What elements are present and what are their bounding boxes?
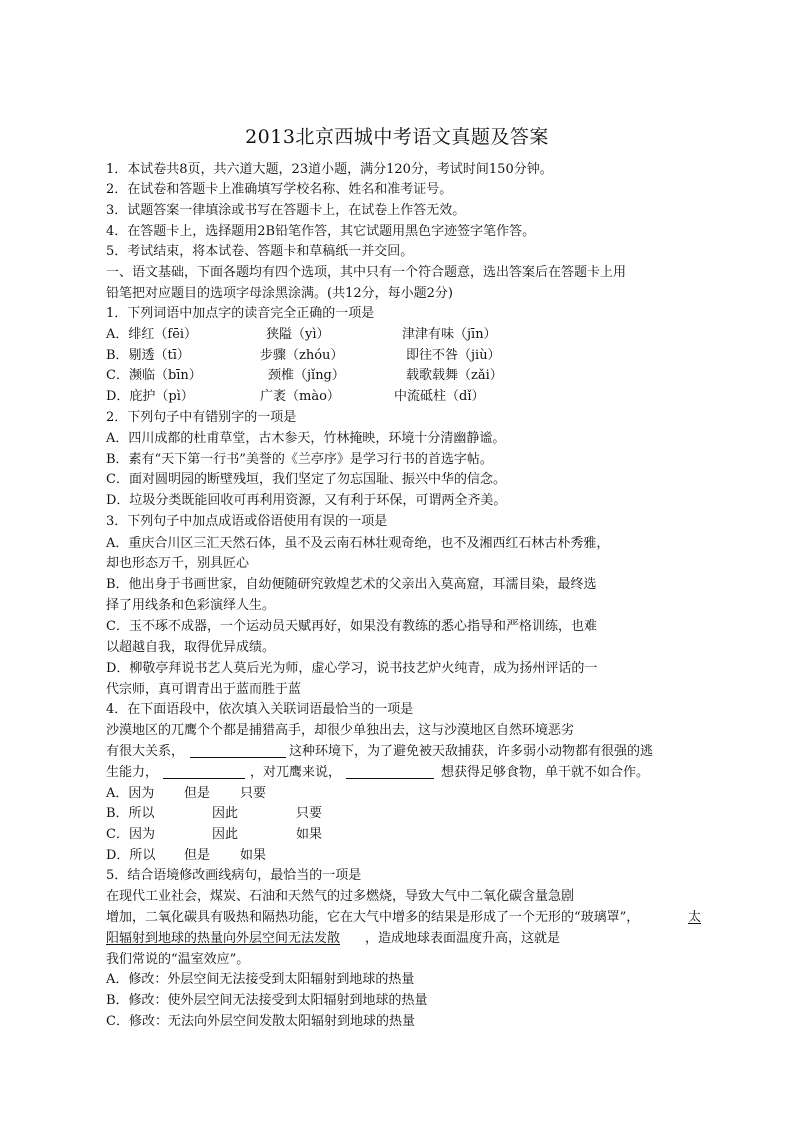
q4-option-c-1: C．因为 xyxy=(106,827,155,842)
q4-blank-3 xyxy=(346,766,434,779)
q3-option-c: C．玉不琢不成器，一个运动员天赋再好，如果没有教练的悉心指导和严格训练，也难 xyxy=(106,619,597,634)
q5-stem: 5．结合语境修改画线病句，最恰当的一项是 xyxy=(106,868,362,883)
instruction-3: 3．试题答案一律填涂或书写在答题卡上，在试卷上作答无效。 xyxy=(106,203,466,218)
q4-option-a-3: 只要 xyxy=(240,786,267,801)
q2-option-c: C．面对圆明园的断壁残垣，我们坚定了勿忘国耻、振兴中华的信念。 xyxy=(106,472,506,487)
q1-option-c-word2: 颈椎（jǐnɡ） xyxy=(268,368,345,383)
q5-underlined-sentence: 阳辐射到地球的热量向外层空间无法发散 xyxy=(106,931,341,946)
q5-option-b: B．修改：使外层空间无法接受到太阳辐射到地球的热量 xyxy=(106,993,428,1008)
q5-passage-line4: 我们常说的“温室效应”。 xyxy=(106,952,250,967)
q4-option-b-2: 因此 xyxy=(212,806,239,821)
q4-option-a-1: A．因为 xyxy=(106,786,155,801)
q4-option-b-1: B．所以 xyxy=(106,806,155,821)
q5-option-a: A．修改：外层空间无法接受到太阳辐射到地球的热量 xyxy=(106,972,415,987)
q1-option-a-word1: A．绯红（fēi） xyxy=(106,327,198,342)
q1-option-c-word1: C．濒临（bīn） xyxy=(106,368,202,383)
section1-heading: 一、语文基础，下面各题均有四个选项，其中只有一个符合题意，选出答案后在答题卡上用 xyxy=(106,265,627,280)
q3-option-a-cont: 却也形态万千，别具匠心 xyxy=(106,556,250,571)
q4-passage-line3-start: 生能力， xyxy=(106,765,159,780)
q3-stem: 3．下列句子中加点成语或俗语使用有误的一项是 xyxy=(106,514,388,529)
q4-option-d-3: 如果 xyxy=(240,848,267,863)
q4-stem: 4．在下面语段中，依次填入关联词语最恰当的一项是 xyxy=(106,702,414,717)
q4-passage-line3-mid: ，对兀鹰来说， xyxy=(250,765,342,780)
q1-option-a-word3: 津津有味（jīn） xyxy=(402,327,497,342)
q3-option-d: D．柳敬亭拜说书艺人莫后光为师，虚心学习，说书技艺炉火纯青，成为扬州评话的一 xyxy=(106,661,598,676)
q4-option-c-2: 因此 xyxy=(212,827,239,842)
q5-passage-line2: 增加，二氧化碳具有吸热和隔热功能，它在大气中增多的结果是形成了一个无形的“玻璃罩”， xyxy=(106,910,640,925)
instruction-5: 5．考试结束，将本试卷、答题卡和草稿纸一并交回。 xyxy=(106,244,414,259)
q1-option-b-word2: 步骤（zhóu） xyxy=(260,348,344,363)
q4-blank-1 xyxy=(190,745,286,758)
q3-option-d-cont: 代宗师，真可谓青出于蓝而胜于蓝 xyxy=(106,682,302,697)
q5-underlined-start: 太 xyxy=(688,910,702,925)
q4-option-c-3: 如果 xyxy=(296,827,323,842)
q2-option-a: A．四川成都的杜甫草堂，古木参天，竹林掩映，环境十分清幽静谧。 xyxy=(106,431,506,446)
q1-option-a-word2: 狭隘（yì） xyxy=(266,327,330,342)
q2-option-d: D．垃圾分类既能回收可再利用资源，又有利于环保，可谓两全齐美。 xyxy=(106,493,507,508)
q3-option-b-cont: 择了用线条和色彩演绎人生。 xyxy=(106,598,276,613)
q1-option-d-word2: 广袤（mào） xyxy=(260,389,340,404)
q1-option-d-word3: 中流砥柱（dǐ） xyxy=(394,389,485,404)
instruction-4: 4．在答题卡上，选择题用2B铅笔作答，其它试题用黑色字迹签字笔作答。 xyxy=(106,224,536,239)
q2-stem: 2．下列句子中有错别字的一项是 xyxy=(106,410,297,425)
q2-option-b: B．素有“天下第一行书”美誉的《兰亭序》是学习行书的首选字帖。 xyxy=(106,452,493,467)
instruction-1: 1．本试卷共8页，共六道大题，23道小题，满分120分，考试时间150分钟。 xyxy=(106,162,553,177)
q4-option-b-3: 只要 xyxy=(296,806,323,821)
q5-passage-line1: 在现代工业社会，煤炭、石油和天然气的过多燃烧，导致大气中二氧化碳含量急剧 xyxy=(106,889,575,904)
q4-option-d-1: D．所以 xyxy=(106,848,156,863)
q4-passage-line3-end: 想获得足够食物，单干就不如合作。 xyxy=(441,765,650,780)
q1-option-b-word3: 即往不咎（jiù） xyxy=(406,348,501,363)
q1-stem: 1．下列词语中加点字的读音完全正确的一项是 xyxy=(106,306,375,321)
q3-option-c-cont: 以超越自我，取得优异成绩。 xyxy=(106,640,276,655)
page-title: 2013北京西城中考语文真题及答案 xyxy=(245,126,549,148)
q1-option-c-word3: 载歌载舞（zǎi） xyxy=(406,368,503,383)
q4-option-a-2: 但是 xyxy=(184,786,211,801)
q4-passage-line2-start: 有很大关系， xyxy=(106,744,185,759)
q5-passage-line3-end: ，造成地球表面温度升高，这就是 xyxy=(365,931,561,946)
q3-option-a: A．重庆合川区三汇天然石体，虽不及云南石林壮观奇绝，也不及湘西红石林古朴秀雅， xyxy=(106,536,610,551)
q4-blank-2 xyxy=(163,766,245,779)
instruction-2: 2．在试卷和答题卡上准确填写学校名称、姓名和准考证号。 xyxy=(106,182,453,197)
q4-passage-line1: 沙漠地区的兀鹰个个都是捕猎高手，却很少单独出去，这与沙漠地区自然环境恶劣 xyxy=(106,723,575,738)
section1-heading-cont: 铅笔把对应题目的选项字母涂黑涂满。(共12分，每小题2分) xyxy=(106,286,453,301)
q5-option-c: C．修改：无法向外层空间发散太阳辐射到地球的热量 xyxy=(106,1014,415,1029)
q4-passage-line2-end: 这种环境下，为了避免被天敌捕获，许多弱小动物都有很强的逃 xyxy=(289,744,654,759)
q3-option-b: B．他出身于书画世家，自幼便随研究敦煌艺术的父亲出入莫高窟，耳濡目染，最终选 xyxy=(106,577,597,592)
q1-option-b-word1: B．剔透（tī） xyxy=(106,348,190,363)
q4-option-d-2: 但是 xyxy=(184,848,211,863)
q1-option-d-word1: D．庇护（pì） xyxy=(106,389,194,404)
